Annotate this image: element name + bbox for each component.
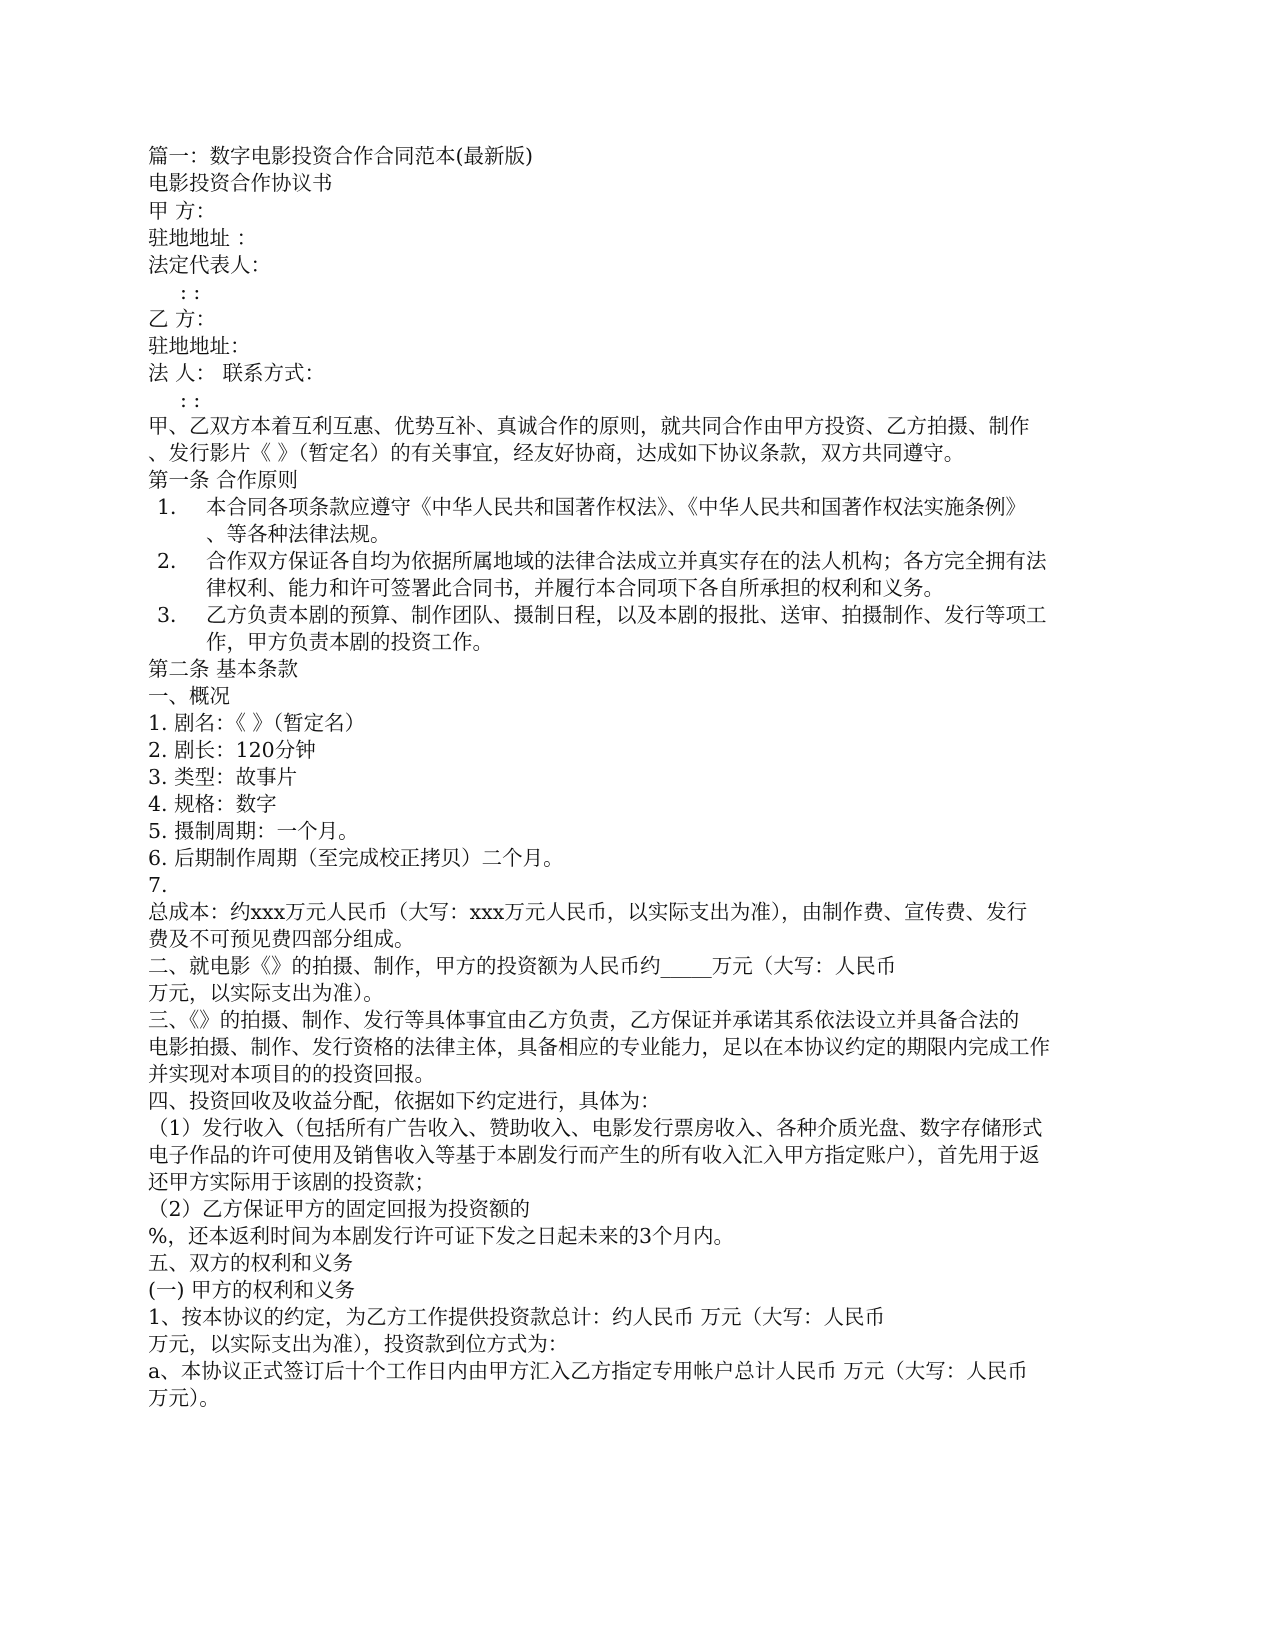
preamble-line: 甲、乙双方本着互利互惠、优势互补、真诚合作的原则，就共同合作由甲方投资、乙方拍摄、制作 [148, 414, 1030, 438]
total-cost-line: 总成本：约xxx万元人民币（大写：xxx万元人民币，以实际支出为准），由制作费、宣传费、发行 [148, 900, 1028, 924]
section3-line: 并实现对本项目的的投资回报。 [148, 1062, 435, 1086]
section5-item1-line: 万元，以实际支出为准），投资款到位方式为： [148, 1332, 569, 1356]
section5-item-a-line: 万元）。 [148, 1386, 220, 1410]
document-title: 电影投资合作协议书 [148, 171, 333, 195]
section2-line: 二、就电影《》的拍摄、制作，甲方的投资额为人民币约_____万元（大写：人民币 [148, 954, 897, 978]
party-b-legal-contact: 法 人： 联系方式： [148, 361, 326, 385]
party-a-address: 驻地地址 ： [148, 226, 258, 250]
party-b-colons: : : [180, 388, 201, 412]
section2-line: 万元，以实际支出为准）。 [148, 981, 384, 1005]
section3-line: 电影拍摄、制作、发行资格的法律主体，具备相应的专业能力，足以在本协议约定的期限内完成工作 [148, 1035, 1050, 1059]
article2-title: 第二条 基本条款 [148, 657, 299, 681]
overview-item: 1. 剧名：《 》（暂定名） [148, 711, 366, 735]
party-a-colons: : : [180, 280, 201, 304]
section5-item-a-line: a、本协议正式签订后十个工作日内由甲方汇入乙方指定专用帐户总计人民币 万元（大写：人民币 [148, 1359, 1028, 1383]
overview-item: 3. 类型：故事片 [148, 765, 298, 789]
article1-item-line: 、等各种法律法规。 [206, 522, 391, 546]
article1-item-line: 合作双方保证各自均为依据所属地域的法律合法成立并真实存在的法人机构；各方完全拥有法 [206, 549, 1047, 573]
overview-item: 5. 摄制周期：一个月。 [148, 819, 359, 843]
party-b-label: 乙 方： [148, 307, 217, 331]
section5-item1-line: 1、按本协议的约定，为乙方工作提供投资款总计：约人民币 万元（大写：人民币 [148, 1305, 886, 1329]
section4-item2-line: （2）乙方保证甲方的固定回报为投资额的 [148, 1197, 531, 1221]
section4-item1-line: 还甲方实际用于该剧的投资款； [148, 1170, 435, 1194]
section5-title: 五、双方的权利和义务 [148, 1251, 353, 1275]
party-a-legal-rep: 法定代表人： [148, 253, 271, 277]
document-heading: 篇一：数字电影投资合作合同范本(最新版) [148, 144, 533, 168]
article1-item-number: 2． [157, 549, 191, 573]
article1-item-line: 作，甲方负责本剧的投资工作。 [206, 630, 493, 654]
section4-item1-line: （1）发行收入（包括所有广告收入、赞助收入、电影发行票房收入、各种介质光盘、数字存储形式 [148, 1116, 1043, 1140]
party-a-label: 甲 方： [148, 199, 217, 223]
total-cost-line: 费及不可预见费四部分组成。 [148, 927, 415, 951]
section4-title: 四、投资回收及收益分配，依据如下约定进行，具体为： [148, 1089, 661, 1113]
article2-section1-title: 一、概况 [148, 684, 230, 708]
article1-item-number: 1． [157, 495, 191, 519]
article1-item-line: 本合同各项条款应遵守《中华人民共和国著作权法》、《中华人民共和国著作权法实施条例》 [206, 495, 1026, 519]
section5-sub1-title: (一) 甲方的权利和义务 [148, 1278, 356, 1302]
article1-item-line: 乙方负责本剧的预算、制作团队、摄制日程，以及本剧的报批、送审、拍摄制作、发行等项工 [206, 603, 1047, 627]
overview-item: 4. 规格：数字 [148, 792, 277, 816]
article1-item-number: 3． [157, 603, 191, 627]
article1-title: 第一条 合作原则 [148, 468, 299, 492]
overview-item: 6. 后期制作周期（至完成校正拷贝）二个月。 [148, 846, 564, 870]
overview-item: 7. [148, 873, 168, 897]
section4-item1-line: 电子作品的许可使用及销售收入等基于本剧发行而产生的所有收入汇入甲方指定账户），首先用于返 [148, 1143, 1040, 1167]
section4-item2-line: %，还本返利时间为本剧发行许可证下发之日起未来的3个月内。 [148, 1224, 735, 1248]
section3-line: 三、《》的拍摄、制作、发行等具体事宜由乙方负责，乙方保证并承诺其系依法设立并具备合法的 [148, 1008, 1020, 1032]
overview-item: 2. 剧长：120分钟 [148, 738, 316, 762]
article1-item-line: 律权利、能力和许可签署此合同书，并履行本合同项下各自所承担的权利和义务。 [206, 576, 944, 600]
preamble-line: 、发行影片《 》（暂定名）的有关事宜，经友好协商，达成如下协议条款，双方共同遵守。 [148, 441, 965, 465]
party-b-address: 驻地地址： [148, 334, 251, 358]
